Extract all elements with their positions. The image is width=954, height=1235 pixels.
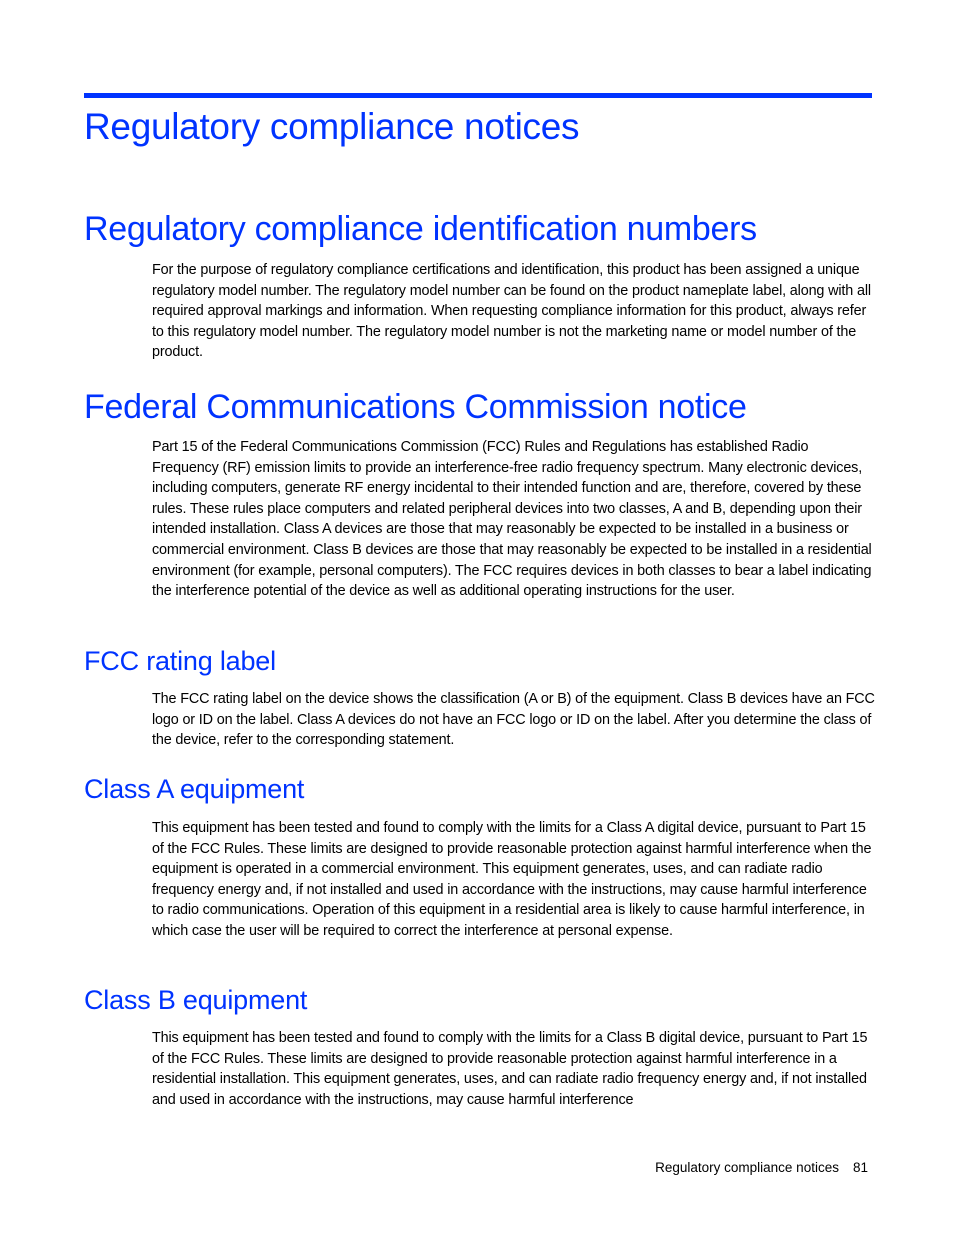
section-title-identification: Regulatory compliance identification numbers xyxy=(84,210,757,248)
footer-running-title: Regulatory compliance notices xyxy=(655,1160,839,1175)
subsection-title-fcc-rating-label: FCC rating label xyxy=(84,646,276,676)
page-footer xyxy=(655,1158,868,1178)
chapter-title: Regulatory compliance notices xyxy=(84,106,580,147)
section-body-fcc-notice: Part 15 of the Federal Communications Commission (FCC) Rules and Regulations has established Radio Frequency (RF) emission limits to provide an interference-free radio frequency spectrum. Many electronic devices, including computers, generate RF energy incidental to their intended function and are, therefore, covered by these rules. These rules place computers and related peripheral devices into two classes, A and B, depending upon their intended installation. Class A devices are those that may reasonably be expected to be installed in a business or commercial environment. Class B devices are those that may reasonably be expected to be installed in a residential environment (for example, personal computers). The FCC requires devices in both classes to bear a label indicating the interference potential of the device as well as additional operating instructions for the user. xyxy=(152,439,872,600)
subsection-body-class-b: This equipment has been tested and found to comply with the limits for a Class B digital device, pursuant to Part 15 of the FCC Rules. These limits are designed to provide reasonable protection against harmful interference in a residential installation. This equipment generates, uses, and can radiate radio frequency energy and, if not installed and used in accordance with the instructions, may cause harmful interference xyxy=(152,1030,868,1108)
subsection-body-class-a: This equipment has been tested and found to comply with the limits for a Class A digital device, pursuant to Part 15 of the FCC Rules. These limits are designed to provide reasonable protection against harmful interference when the equipment is operated in a commercial environment. This equipment generates, uses, and can radiate radio frequency energy and, if not installed and used in accordance with the instructions, may cause harmful interference to radio communications. Operation of this equipment in a residential area is likely to cause harmful interference, in which case the user will be required to correct the interference at personal expense. xyxy=(152,820,872,939)
chapter-top-rule xyxy=(84,93,872,98)
subsection-title-class-b: Class B equipment xyxy=(84,985,308,1015)
section-body-identification: For the purpose of regulatory compliance certifications and identification, this product has been assigned a unique regulatory model number. The regulatory model number can be found on the product nameplate label, along with all required approval markings and information. When requesting compliance information for this product, always refer to this regulatory model number. The regulatory model number is not the marketing name or model number of the product. xyxy=(152,262,871,361)
section-title-fcc-notice: Federal Communications Commission notice xyxy=(84,388,747,426)
subsection-body-fcc-rating-label: The FCC rating label on the device shows the classification (A or B) of the equipment. Class B devices have an FCC logo or ID on the label. Class A devices do not have an FCC logo or ID on the label. After you determine the class of the device, refer to the corresponding statement. xyxy=(152,691,875,749)
page-number: 81 xyxy=(852,1160,868,1175)
subsection-title-class-a: Class A equipment xyxy=(84,774,305,804)
